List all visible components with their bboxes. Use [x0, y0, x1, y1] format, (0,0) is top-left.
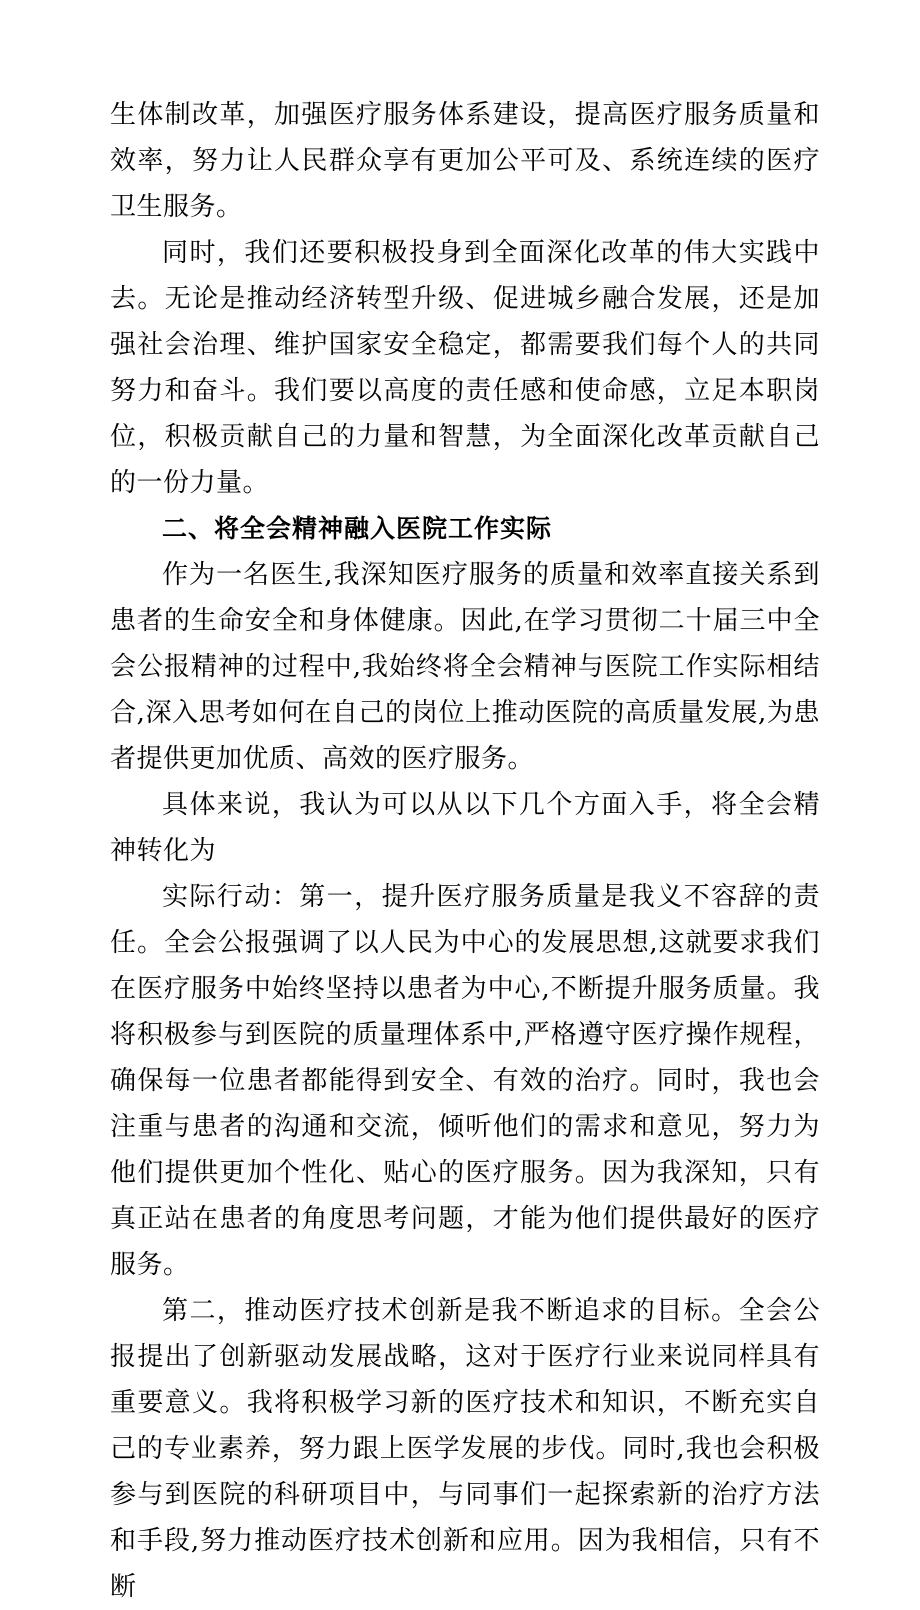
- document-page: [110, 92, 820, 1610]
- paragraph-second-point: 第二，推动医疗技术创新是我不断追求的目标。全会公报提出了创新驱动发展战略，这对于医疗行业来说同样具有重要意义。我将积极学习新的医疗技术和知识，不断充实自己的专业素养，努力跟上医学发展的步伐。同时,我也会积极参与到医院的科研项目中，与同事们一起探索新的治疗方法和手段,努力推动医疗技术创新和应用。因为我相信，只有不断: [110, 1296, 820, 1602]
- section-heading: 二、将全会精神融入医院工作实际: [162, 514, 553, 543]
- paragraph-first-point: 实际行动：第一，提升医疗服务质量是我义不容辞的责任。全会公报强调了以人民为中心的发展思想,这就要求我们在医疗服务中始终坚持以患者为中心,不断提升服务质量。我将积极参与到医院的质量理体系中,严格遵守医疗操作规程，确保每一位患者都能得到安全、有效的治疗。同时，我也会注重与患者的沟通和交流，倾听他们的需求和意见，努力为他们提供更加个性化、贴心的医疗服务。因为我深知，只有真正站在患者的角度思考问题，才能为他们提供最好的医疗服务。: [110, 882, 820, 1280]
- paragraph-deepen-reform: 同时，我们还要积极投身到全面深化改革的伟大实践中去。无论是推动经济转型升级、促进城乡融合发展，还是加强社会治理、维护国家安全稳定，都需要我们每个人的共同努力和奋斗。我们要以高度的责任感和使命感，立足本职岗位，积极贡献自己的力量和智慧，为全面深化改革贡献自己的一份力量。: [110, 238, 820, 498]
- paragraph-specifics-intro: 具体来说，我认为可以从以下几个方面入手，将全会精神转化为: [110, 790, 820, 866]
- paragraph-doctor-role: 作为一名医生,我深知医疗服务的质量和效率直接关系到患者的生命安全和身体健康。因此,在学习贯彻二十届三中全会公报精神的过程中,我始终将全会精神与医院工作实际相结合,深入思考如何在自己的岗位上推动医院的高质量发展,为患者提供更加优质、高效的医疗服务。: [110, 560, 820, 774]
- paragraph-continuation: 生体制改革，加强医疗服务体系建设，提高医疗服务质量和效率，努力让人民群众享有更加公平可及、系统连续的医疗卫生服务。: [110, 100, 820, 222]
